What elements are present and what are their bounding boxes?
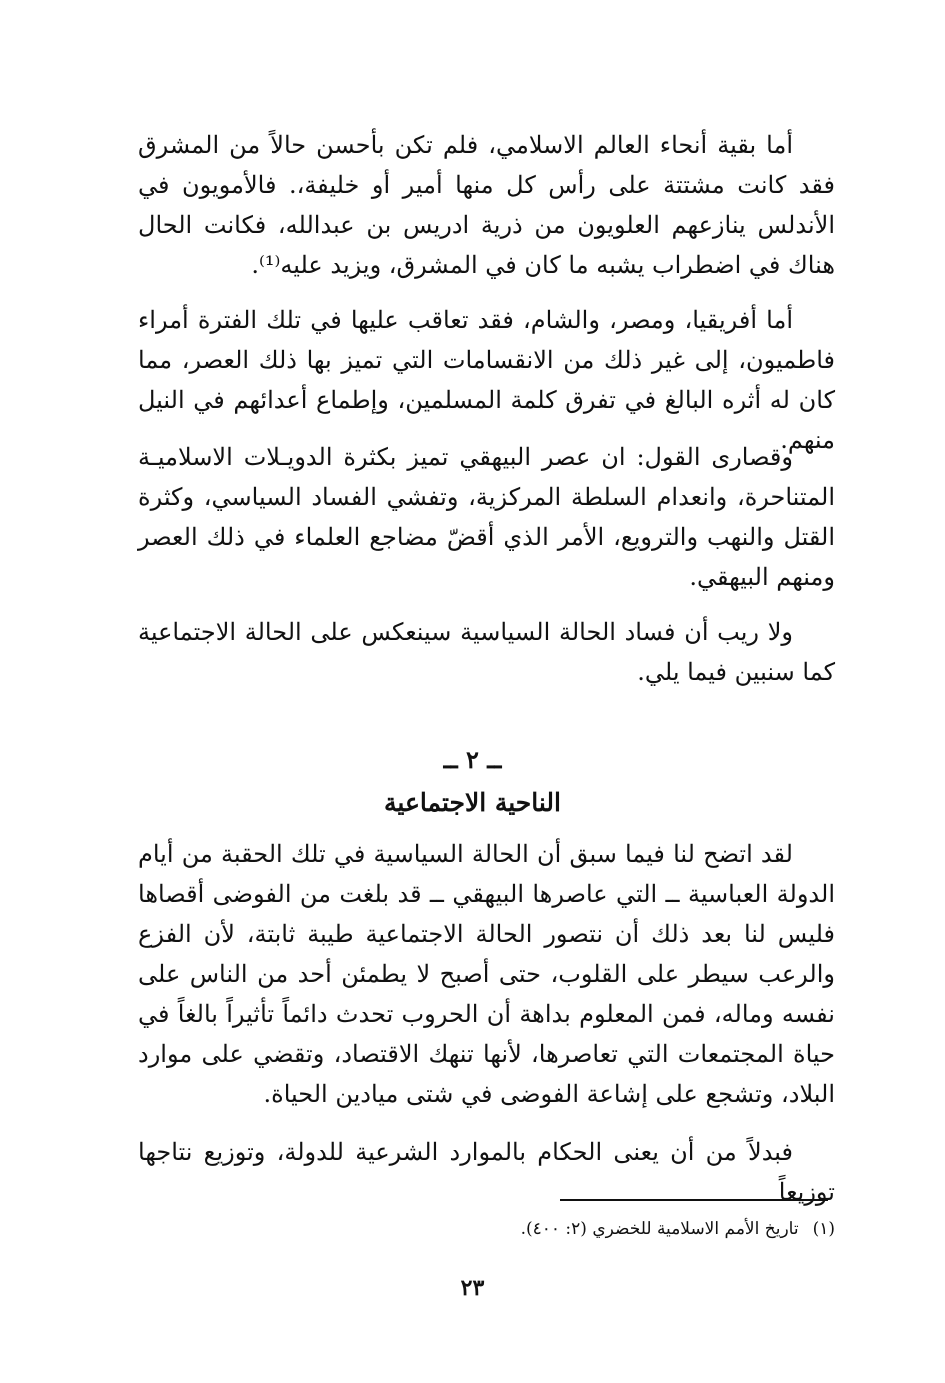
- footnote-text: تاريخ الأمم الاسلامية للخضري (٢: ٤٠٠).: [520, 1219, 799, 1239]
- footnote-divider: [560, 1199, 828, 1201]
- section-title: الناحية الاجتماعية: [384, 788, 561, 817]
- footnote-marker: (١): [812, 1219, 835, 1239]
- paragraph-rulers: فبدلاً من أن يعنى الحكام بالموارد الشرعية للدولة، وتوزيع نتاجها توزيعاً: [138, 1138, 835, 1206]
- paragraph-transition: ولا ريب أن فساد الحالة السياسية سينعكس على الحالة الاجتماعية كما سنبين فيما يلي.: [138, 618, 835, 686]
- paragraph-social-condition: لقد اتضح لنا فيما سبق أن الحالة السياسية في تلك الحقبة من أيام الدولة العباسية ــ التي عاصرها البيهقي ــ قد بلغت من الفوضى أقصاها فليس لنا بعد ذلك أن نتصور الحالة الاجتماعية طيبة ثابتة، لأن الفزع والرعب سيطر على القلوب، حتى أصبح لا يطمئن أحد من الناس على نفسه وماله، فمن المعلوم بداهة أن الحروب تحدث دائماً تأثيراً بالغاً في حياة المجتمعات التي تعاصرها، لأنها تنهك الاقتصاد، وتقضي على موارد البلاد، وتشجع على إشاعة الفوضى في شتى ميادين الحياة.: [138, 840, 835, 1108]
- footnote: [420, 1215, 835, 1243]
- section-number: ــ ٢ ــ: [443, 745, 502, 774]
- paragraph-summary: وقصارى القول: ان عصر البيهقي تميز بكثرة الدويـلات الاسلاميـة المتناحرة، وانعدام السلطة المركزية، وتفشي الفساد السياسي، وكثرة القتل والنهب والترويع، الأمر الذي أقضّ مضاجع العلماء في ذلك العصر ومنهم البيهقي.: [138, 443, 835, 591]
- paragraph-africa-egypt-sham: أما أفريقيا، ومصر، والشام، فقد تعاقب عليها في تلك الفترة أمراء فاطميون، إلى غير ذلك من الانقسامات التي تميز بها ذلك العصر، مما كان له أثره البالغ في تفرق كلمة المسلمين، وإطماع أعدائهم في النيل منهم.: [138, 306, 835, 454]
- page-number: ٢٣: [460, 1275, 485, 1301]
- paragraph-islamic-world: أما بقية أنحاء العالم الاسلامي، فلم تكن بأحسن حالاً من المشرق فقد كانت مشتتة على رأس كل منها أمير أو خليفة،. فالأمويون في الأندلس ينازعهم العلويون من ذرية ادريس بن عبدالله، فكانت الحال هناك في اضطراب يشبه ما كان في المشرق، ويزيد عليه⁽¹⁾.: [138, 131, 835, 279]
